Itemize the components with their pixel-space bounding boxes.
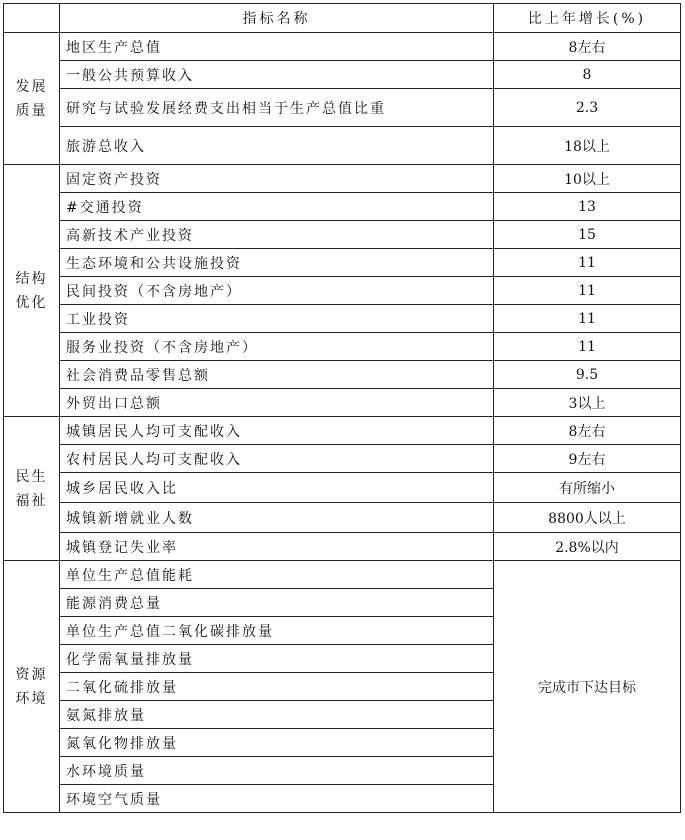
indicator-name: 农村居民人均可支配收入 <box>60 445 494 473</box>
category-line: 福祉 <box>15 492 48 509</box>
table-row <box>4 417 681 445</box>
indicator-value: 8 <box>494 61 681 89</box>
category-line: 结构 <box>15 270 48 287</box>
indicator-name: 一般公共预算收入 <box>60 61 494 89</box>
indicator-name: 生态环境和公共设施投资 <box>60 249 494 277</box>
indicator-name: 化学需氧量排放量 <box>60 645 494 673</box>
indicator-name: 氨氮排放量 <box>60 701 494 729</box>
header-indicator-name: 指标名称 <box>60 4 494 33</box>
indicator-name: 研究与试验发展经费支出相当于生产总值比重 <box>60 89 494 127</box>
table-row <box>4 277 681 305</box>
indicator-value: 15 <box>494 221 681 249</box>
category-development-quality <box>4 33 60 165</box>
category-line: 民生 <box>15 468 48 485</box>
indicator-value: 18以上 <box>494 127 681 165</box>
indicator-value: 8左右 <box>494 417 681 445</box>
indicator-value: 3以上 <box>494 389 681 417</box>
indicator-name: 社会消费品零售总额 <box>60 361 494 389</box>
indicator-name: 高新技术产业投资 <box>60 221 494 249</box>
table-row <box>4 333 681 361</box>
category-structure-optimization <box>4 165 60 417</box>
indicator-name: 单位生产总值二氧化碳排放量 <box>60 617 494 645</box>
table-row <box>4 389 681 417</box>
category-line: 优化 <box>15 294 48 311</box>
indicator-name: 城乡居民收入比 <box>60 473 494 503</box>
table-row <box>4 61 681 89</box>
indicator-value: 11 <box>494 277 681 305</box>
category-line: 资源 <box>15 666 48 683</box>
table-row <box>4 249 681 277</box>
category-line: 发展 <box>15 78 48 95</box>
table-row <box>4 361 681 389</box>
indicator-name: 工业投资 <box>60 305 494 333</box>
indicator-name: 城镇登记失业率 <box>60 533 494 561</box>
indicator-name: 外贸出口总额 <box>60 389 494 417</box>
table-row <box>4 533 681 561</box>
indicator-value: 9左右 <box>494 445 681 473</box>
table-row <box>4 221 681 249</box>
table-row <box>4 445 681 473</box>
indicator-value: 2.8%以内 <box>494 533 681 561</box>
indicator-name: 服务业投资（不含房地产） <box>60 333 494 361</box>
table-row <box>4 561 681 589</box>
header-growth-rate: 比上年增长(%) <box>494 4 681 33</box>
indicator-table <box>3 3 681 813</box>
table-row <box>4 89 681 127</box>
indicator-name: 水环境质量 <box>60 757 494 785</box>
indicator-value: 11 <box>494 333 681 361</box>
category-line: 质量 <box>15 102 48 119</box>
indicator-value: 13 <box>494 193 681 221</box>
category-resources-environment <box>4 561 60 813</box>
indicator-value: 9.5 <box>494 361 681 389</box>
table-row <box>4 473 681 503</box>
table-header-row <box>4 4 681 33</box>
indicator-value: 10以上 <box>494 165 681 193</box>
table-row <box>4 503 681 533</box>
indicator-name: 氮氧化物排放量 <box>60 729 494 757</box>
category-livelihood-welfare <box>4 417 60 561</box>
indicator-name: #交通投资 <box>60 193 494 221</box>
indicator-name: 能源消费总量 <box>60 589 494 617</box>
merged-target-value: 完成市下达目标 <box>494 561 681 813</box>
table-row <box>4 193 681 221</box>
indicator-name: 地区生产总值 <box>60 33 494 61</box>
indicator-name: 单位生产总值能耗 <box>60 561 494 589</box>
indicator-value: 8左右 <box>494 33 681 61</box>
indicator-value: 8800人以上 <box>494 503 681 533</box>
table-row <box>4 127 681 165</box>
indicator-name: 城镇居民人均可支配收入 <box>60 417 494 445</box>
category-line: 环境 <box>15 690 48 707</box>
indicator-name: 旅游总收入 <box>60 127 494 165</box>
indicator-name: 固定资产投资 <box>60 165 494 193</box>
indicator-value: 11 <box>494 249 681 277</box>
indicator-value: 11 <box>494 305 681 333</box>
indicator-name: 民间投资（不含房地产） <box>60 277 494 305</box>
indicator-value: 有所缩小 <box>494 473 681 503</box>
table-row <box>4 165 681 193</box>
table-row <box>4 33 681 61</box>
table-row <box>4 305 681 333</box>
indicator-name: 环境空气质量 <box>60 785 494 813</box>
header-category <box>4 4 60 33</box>
indicator-name: 城镇新增就业人数 <box>60 503 494 533</box>
indicator-value: 2.3 <box>494 89 681 127</box>
indicator-name: 二氧化硫排放量 <box>60 673 494 701</box>
